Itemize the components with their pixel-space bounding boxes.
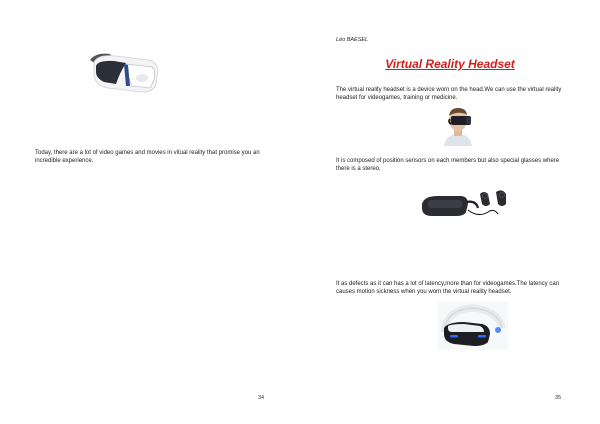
page-number: 34 (258, 395, 265, 401)
paragraph-definition: The virtual reality headset is a device worn on the head.We can use the virtual reality headset for videogames, training or medicine. (336, 87, 562, 101)
paragraph-composition: It is composed of position sensors on each members but also special glasses where there is a stereo. (336, 158, 560, 172)
left-caption: Today, there are a lot of video games and movies in vitual reality that promise you an incredible experience. (35, 150, 260, 164)
person-wearing-vr-headset-icon (440, 104, 476, 146)
vr-headset-white-icon (86, 48, 164, 98)
vr-headset-with-controllers-icon (418, 188, 512, 222)
author-name: Léo BAESEL (336, 37, 369, 43)
right-page (300, 0, 600, 424)
page-title: Virtual Reality Headset (385, 57, 515, 71)
paragraph-defects: It as defects as it can has a lot of latency,more than for videogames.The latency can causes motion sickness when you worn the virtual reality headset. (336, 281, 560, 295)
playstation-vr-headset-icon (438, 302, 508, 350)
page-number: 35 (555, 395, 562, 401)
